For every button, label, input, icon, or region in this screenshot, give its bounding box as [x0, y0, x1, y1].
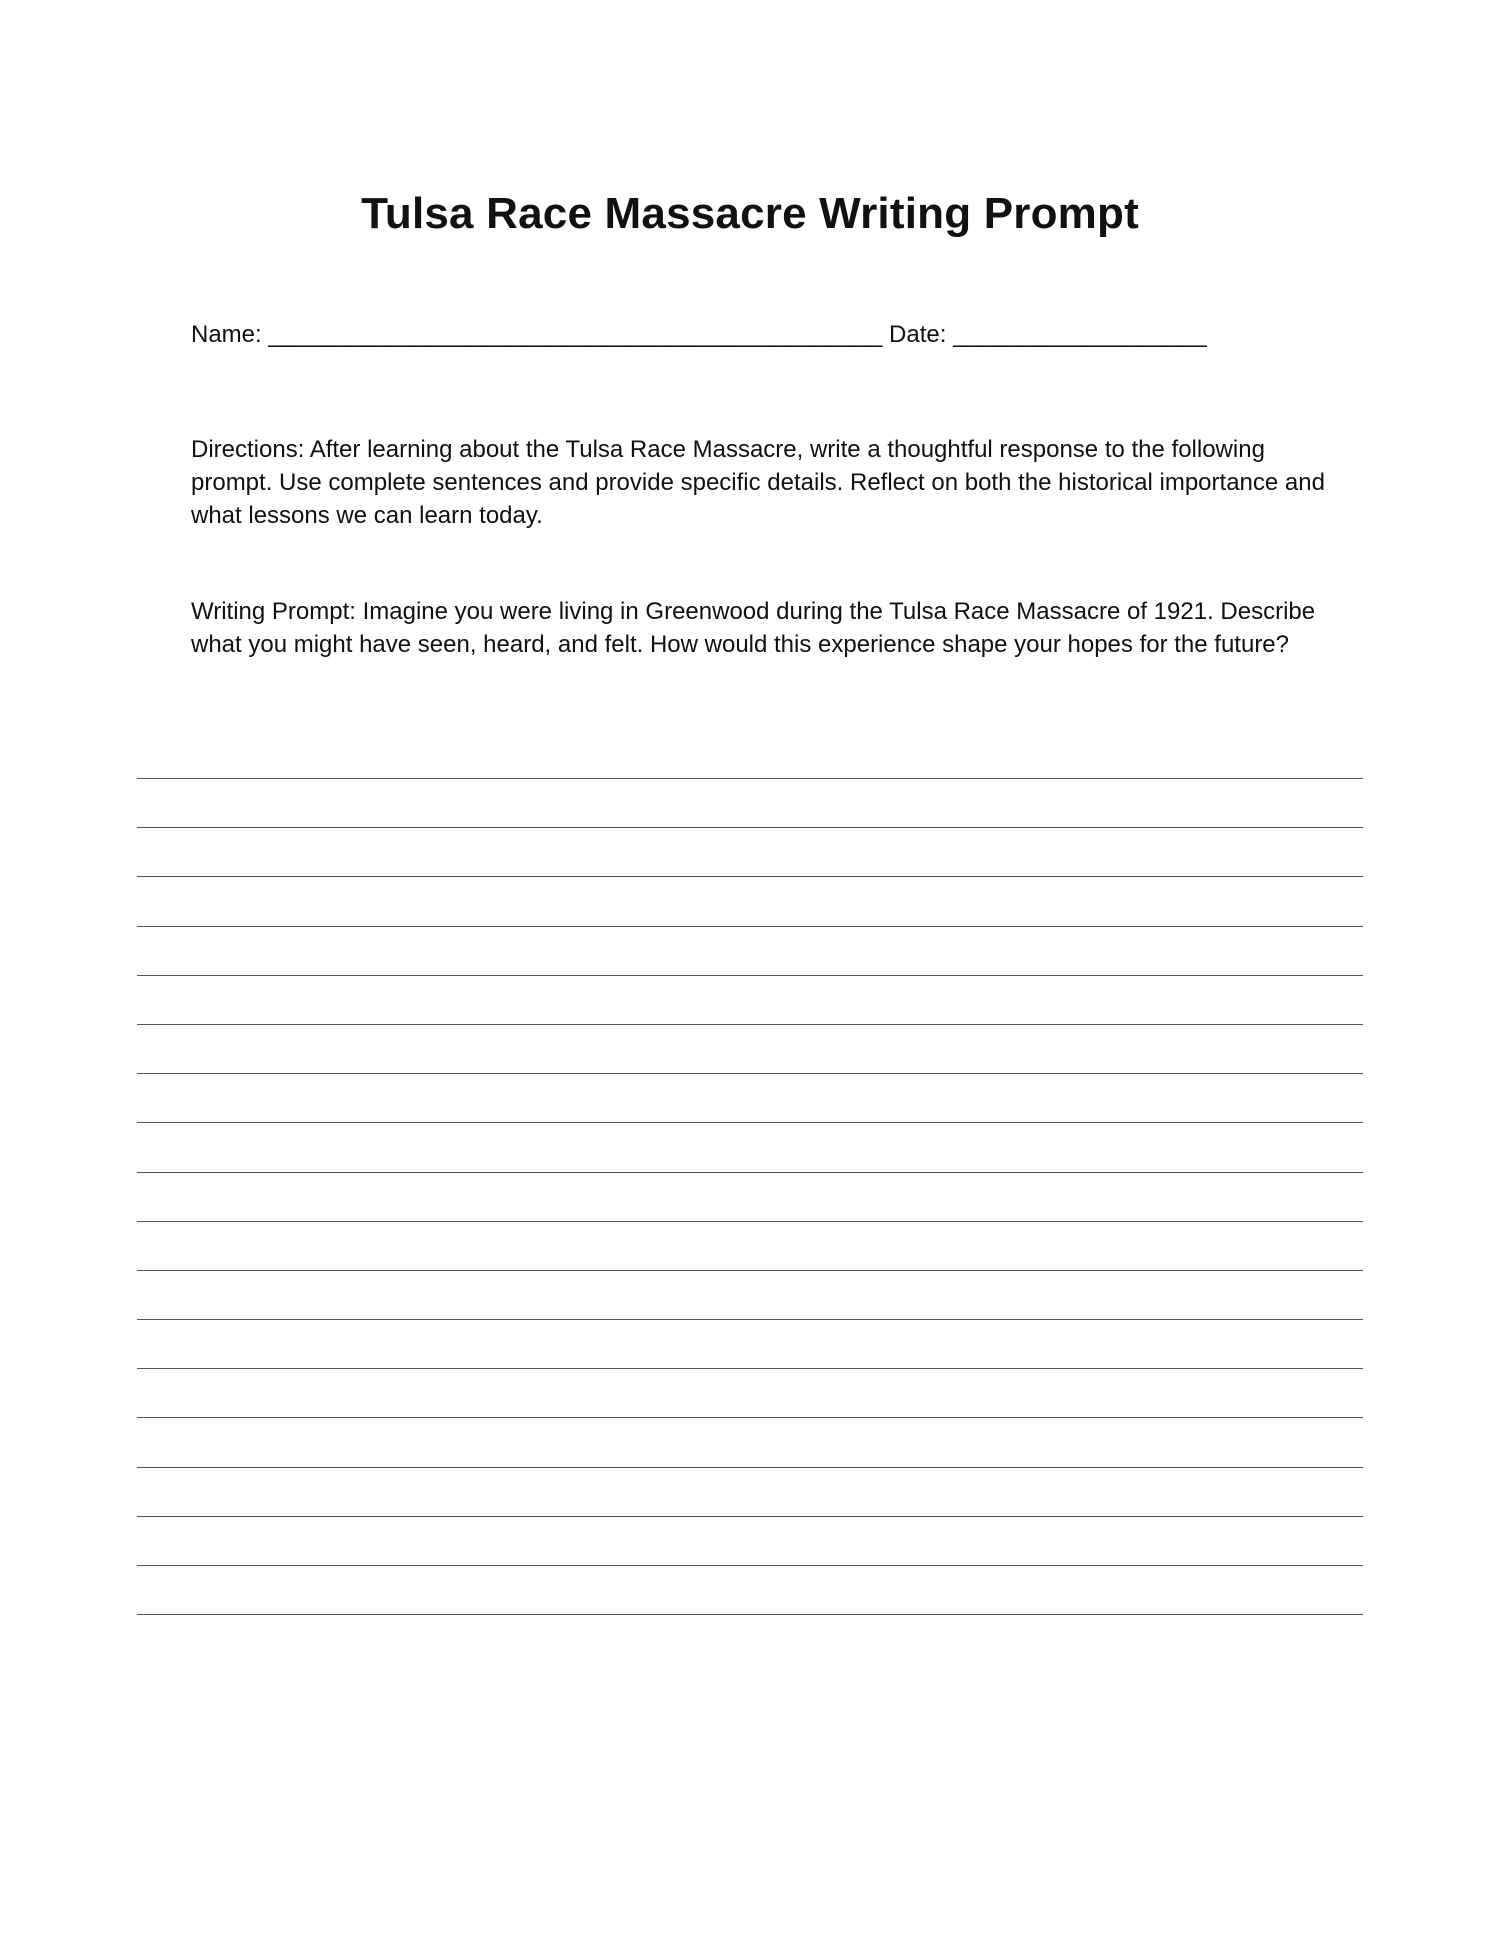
writing-line[interactable]	[137, 1319, 1363, 1368]
writing-line[interactable]	[137, 1270, 1363, 1319]
writing-line[interactable]	[137, 1024, 1363, 1073]
writing-line[interactable]	[137, 1122, 1363, 1171]
writing-line[interactable]	[137, 975, 1363, 1024]
writing-line[interactable]	[137, 1516, 1363, 1565]
writing-line[interactable]	[137, 926, 1363, 975]
writing-line[interactable]	[137, 1368, 1363, 1417]
writing-line[interactable]	[137, 1073, 1363, 1122]
writing-line[interactable]	[137, 1221, 1363, 1270]
date-field[interactable]: Date: ___________________	[889, 321, 1207, 348]
writing-line[interactable]	[137, 778, 1363, 827]
writing-line[interactable]	[137, 1565, 1363, 1614]
response-lines[interactable]	[137, 778, 1363, 1663]
directions-text: Directions: After learning about the Tulsa Race Massacre, write a thoughtful response to the following prompt. Use complete sentences and provide specific details. Reflect on both the historical importance and what lessons we can learn today.	[191, 436, 1325, 529]
writing-line[interactable]	[137, 1417, 1363, 1466]
writing-line[interactable]	[137, 827, 1363, 876]
page-title: Tulsa Race Massacre Writing Prompt	[361, 189, 1139, 238]
writing-line[interactable]	[137, 1172, 1363, 1221]
writing-prompt-text: Writing Prompt: Imagine you were living in Greenwood during the Tulsa Race Massacre of 1921. Describe what you might have seen, heard, and felt. How would this experience shape your hopes for the future?	[191, 598, 1316, 658]
name-field[interactable]: Name: ______________________________________________	[191, 321, 883, 348]
writing-line[interactable]	[137, 876, 1363, 925]
name-date-row	[191, 320, 1207, 350]
writing-line[interactable]	[137, 1614, 1363, 1663]
writing-line[interactable]	[137, 1467, 1363, 1516]
